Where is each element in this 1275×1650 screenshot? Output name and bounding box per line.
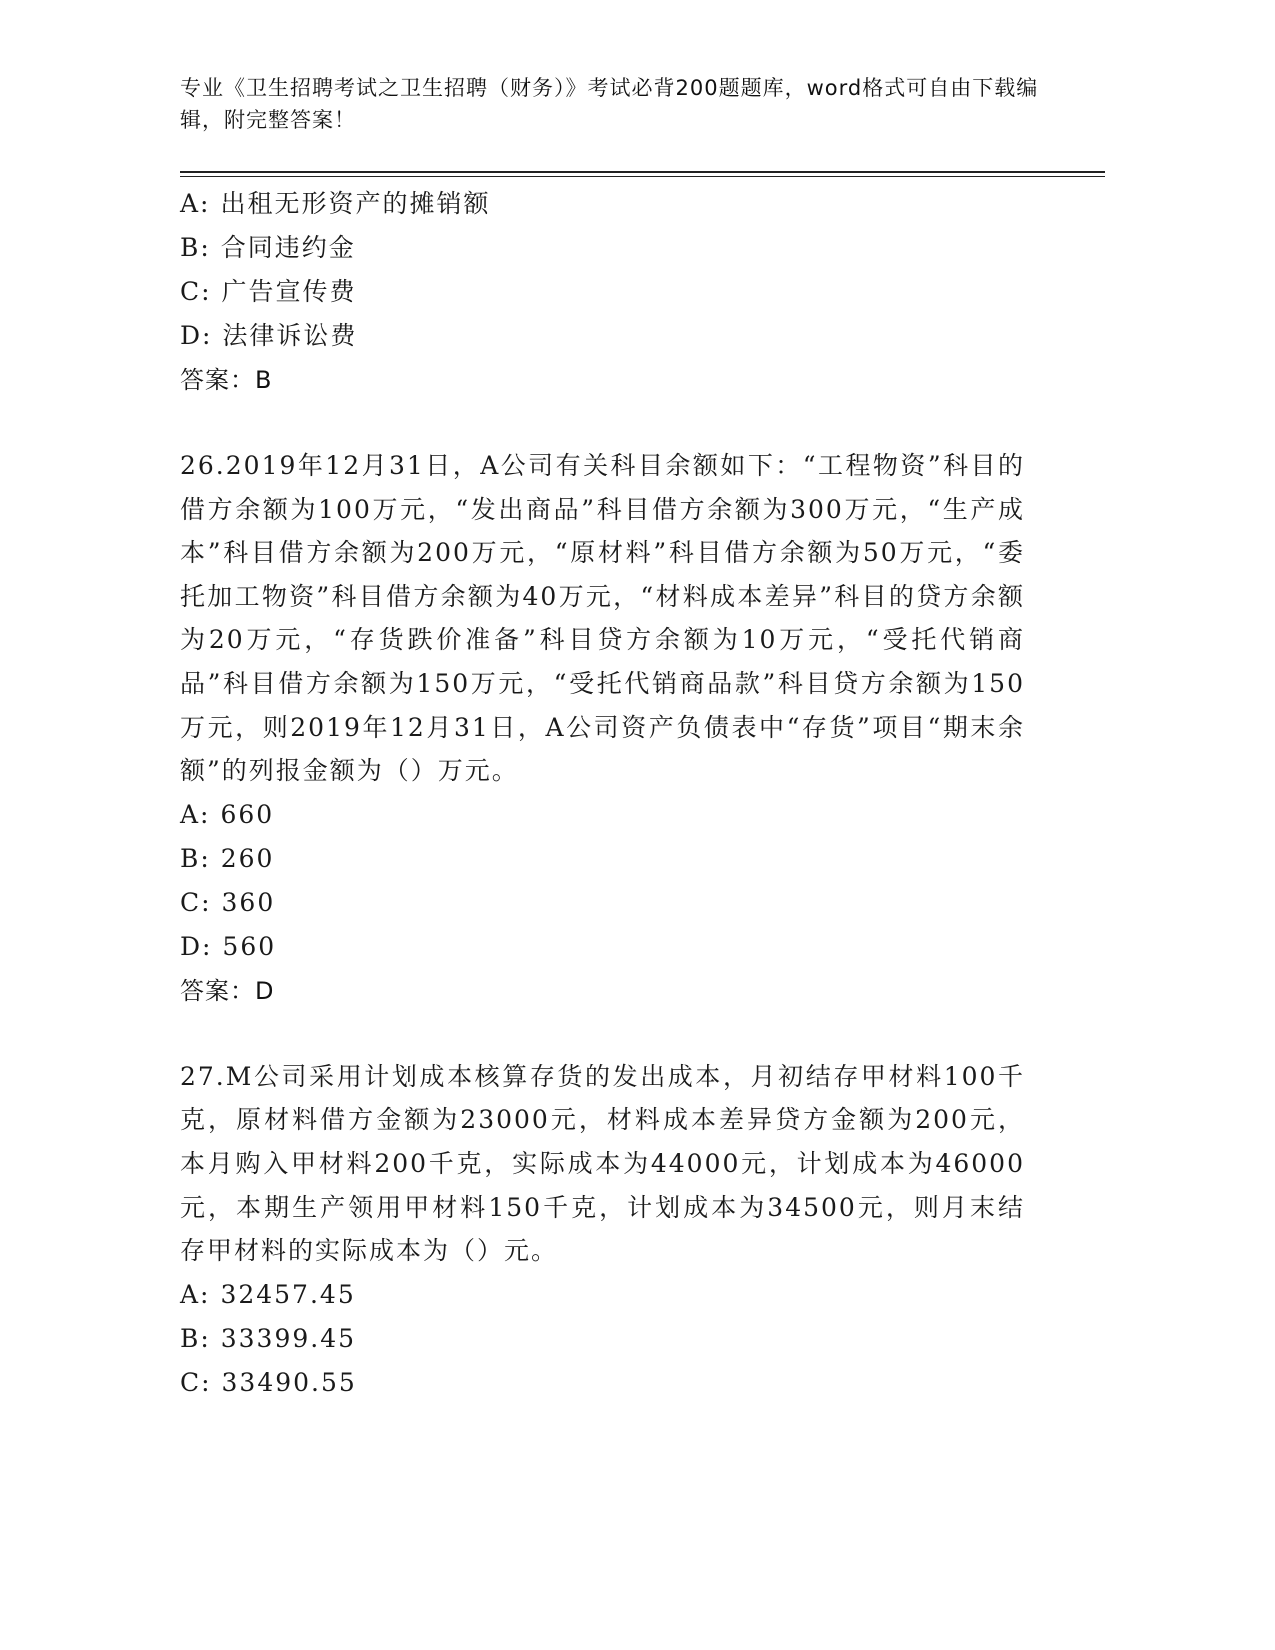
option-label: C: bbox=[180, 887, 212, 917]
option-c bbox=[180, 1361, 1025, 1405]
option-text: 560 bbox=[222, 931, 277, 961]
option-c bbox=[180, 270, 1025, 314]
answer-line: 答案：B bbox=[180, 366, 273, 394]
answer-line: 答案：D bbox=[180, 976, 275, 1005]
option-text: 32457.45 bbox=[220, 1279, 356, 1309]
option-label: A: bbox=[180, 189, 211, 218]
option-a bbox=[180, 1273, 1025, 1317]
spacer bbox=[180, 402, 1025, 444]
option-text: 660 bbox=[220, 799, 275, 829]
spacer bbox=[180, 1013, 1025, 1055]
option-label: C: bbox=[180, 277, 212, 306]
document-content bbox=[180, 182, 1025, 1405]
question-27-block bbox=[180, 1055, 1025, 1405]
option-a bbox=[180, 182, 1025, 226]
option-text: 360 bbox=[221, 887, 276, 917]
question-25-block bbox=[180, 182, 1025, 402]
option-text: 广告宣传费 bbox=[221, 277, 357, 306]
option-a bbox=[180, 793, 1025, 837]
option-label: A: bbox=[180, 799, 211, 829]
option-text: 33490.55 bbox=[221, 1367, 357, 1397]
page-header: 专业《卫生招聘考试之卫生招聘（财务）》考试必背200题题库，word格式可自由下载编辑，附完整答案！ bbox=[180, 76, 1039, 132]
option-text: 260 bbox=[220, 843, 275, 873]
option-label: D: bbox=[180, 321, 213, 350]
option-label: B: bbox=[180, 843, 211, 873]
option-c bbox=[180, 881, 1025, 925]
option-b bbox=[180, 226, 1025, 270]
option-label: B: bbox=[180, 1323, 211, 1353]
option-d bbox=[180, 314, 1025, 358]
option-text: 出租无形资产的摊销额 bbox=[220, 189, 491, 218]
option-d bbox=[180, 925, 1025, 969]
option-b bbox=[180, 1317, 1025, 1361]
question-text: 26.2019年12月31日，A公司有关科目余额如下：“工程物资”科目的借方余额为100万元，“发出商品”科目借方余额为300万元，“生产成本”科目借方余额为200万元，“原材料”科目借方余额为50万元，“委托加工物资”科目借方余额为40万元，“材料成本差异”科目的贷方余额为20万元，“存货跌价准备”科目贷方余额为10万元，“受托代销商品”科目借方余额为150万元，“受托代销商品款”科目贷方余额为150万元，则2019年12月31日，A公司资产负债表中“存货”项目“期末余额”的列报金额为（）万元。 bbox=[180, 451, 1025, 786]
option-label: B: bbox=[180, 233, 211, 262]
option-label: D: bbox=[180, 931, 213, 961]
option-label: A: bbox=[180, 1279, 211, 1309]
option-text: 33399.45 bbox=[220, 1323, 357, 1353]
option-b bbox=[180, 837, 1025, 881]
option-text: 法律诉讼费 bbox=[222, 321, 358, 350]
question-26-block bbox=[180, 444, 1025, 1013]
question-text: 27.M公司采用计划成本核算存货的发出成本，月初结存甲材料100千克，原材料借方金额为23000元，材料成本差异贷方金额为200元，本月购入甲材料200千克，实际成本为44000元，计划成本为46000元，本期生产领用甲材料150千克，计划成本为34500元，则月末结存甲材料的实际成本为（）元。 bbox=[180, 1061, 1025, 1266]
option-text: 合同违约金 bbox=[220, 233, 356, 262]
option-label: C: bbox=[180, 1367, 212, 1397]
header-divider-thick bbox=[180, 171, 1105, 173]
header-divider-thin bbox=[180, 176, 1105, 177]
